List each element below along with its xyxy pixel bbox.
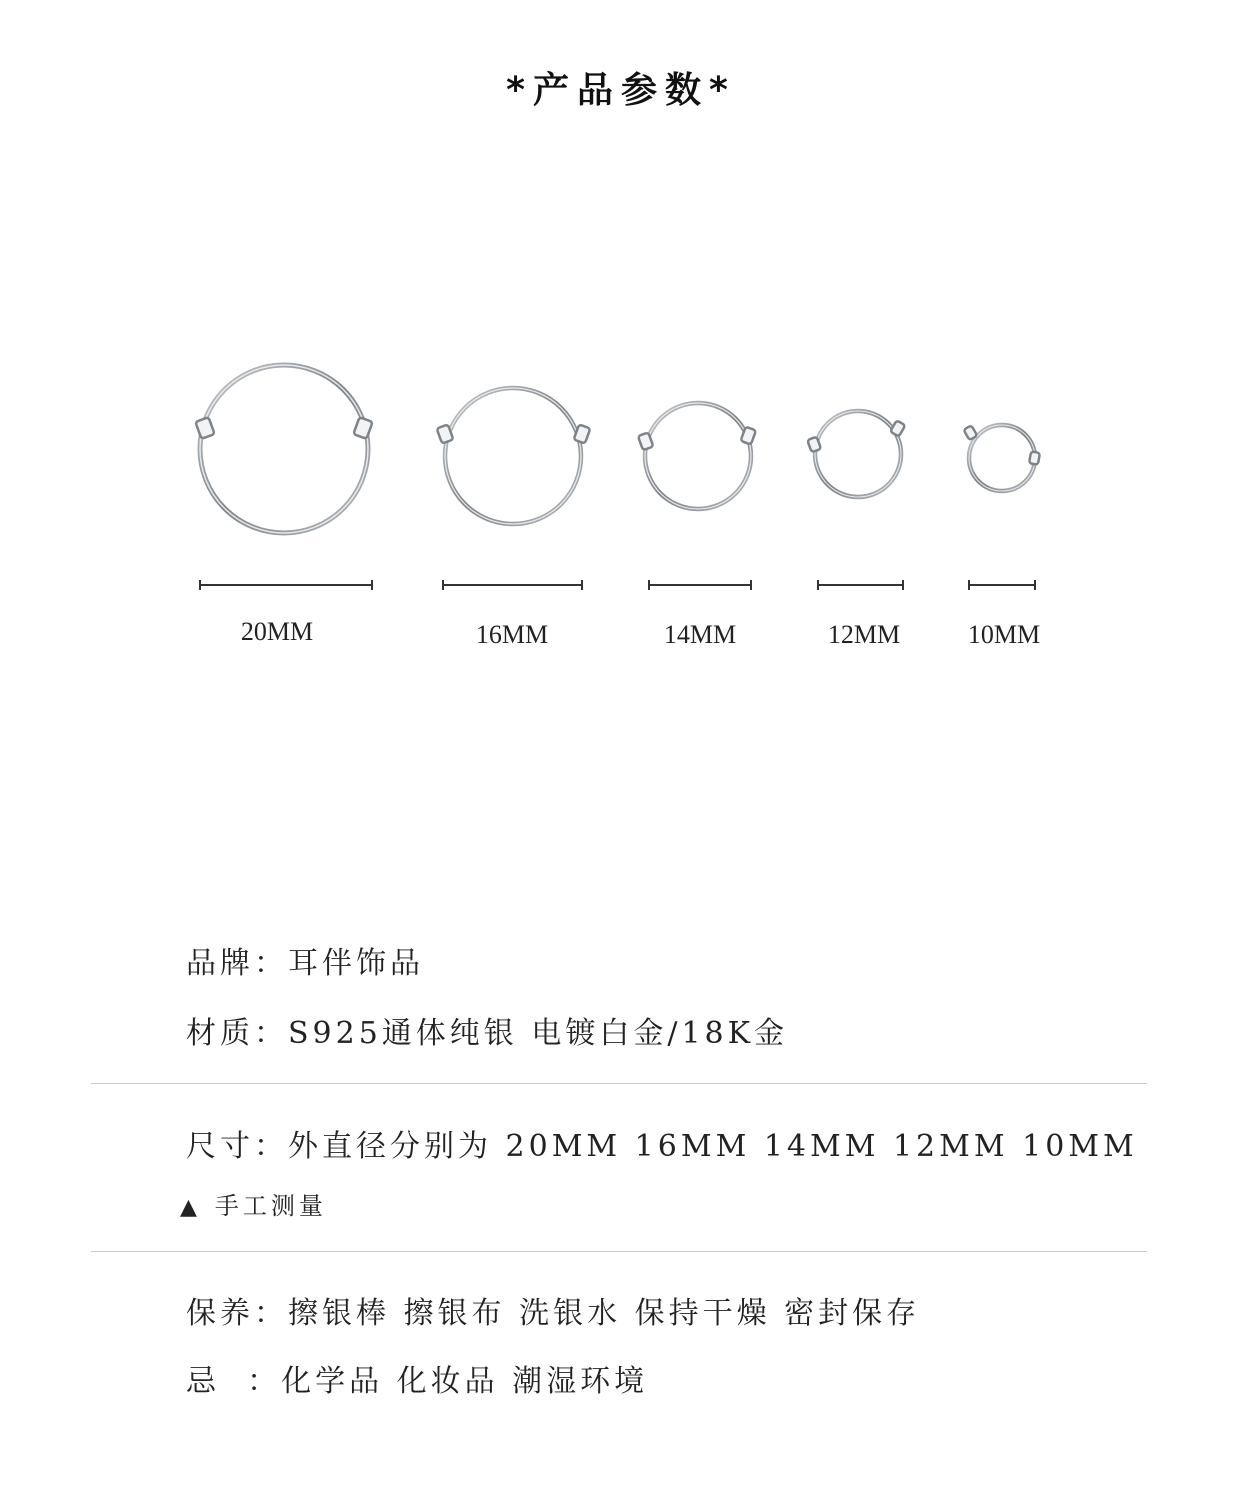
measure-bar-12mm [818, 580, 903, 590]
ring-10mm [964, 425, 1040, 491]
measure-bar-10mm [969, 580, 1035, 590]
size-label-20mm: 20MM [240, 617, 314, 646]
ring-20mm [195, 365, 372, 533]
note-text: 手工测量 [214, 1192, 327, 1220]
triangle-up-icon: ▲ [180, 1195, 201, 1220]
size-label-12mm: 12MM [827, 620, 901, 649]
divider [91, 1083, 1147, 1084]
divider [91, 1251, 1147, 1252]
ring-14mm [638, 403, 756, 509]
size-line: 尺寸：外直径分别为 20MM 16MM 14MM 12MM 10MM [186, 1129, 1138, 1164]
avoid-line: 忌 ：化学品 化妆品 潮湿环境 [186, 1364, 649, 1399]
ring-16mm [437, 388, 591, 524]
note-line [180, 1186, 327, 1221]
size-label-16mm: 16MM [475, 620, 549, 649]
ring-size-illustration [0, 330, 1242, 670]
measure-bar-16mm [443, 580, 582, 590]
brand-line: 品牌：耳伴饰品 [186, 946, 424, 981]
page-title: *产品参数* [506, 70, 736, 111]
ring-12mm [807, 411, 905, 497]
measure-bar-14mm [649, 580, 751, 590]
size-label-14mm: 14MM [663, 620, 737, 649]
material-line: 材质：S925通体纯银 电镀白金/18K金 [186, 1016, 789, 1051]
care-line: 保养：擦银棒 擦银布 洗银水 保持干燥 密封保存 [186, 1296, 921, 1331]
size-label-10mm: 10MM [967, 620, 1041, 649]
measure-bar-20mm [200, 580, 372, 590]
